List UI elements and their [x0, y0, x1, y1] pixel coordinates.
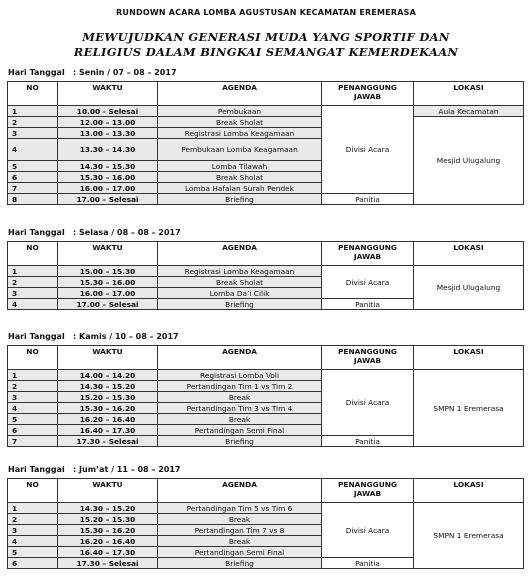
cell-lokasi: Mesjid Ulugalung	[414, 266, 524, 310]
cell-penanggung-jawab: Panitia	[322, 436, 414, 447]
cell-agenda: Pertandingan Semi Final	[158, 547, 322, 558]
cell-no: 3	[8, 525, 58, 536]
cell-waktu: 15.30 – 16.00	[58, 172, 158, 183]
cell-waktu: 14.00 – 14.20	[58, 370, 158, 381]
header-no: NO	[8, 242, 58, 266]
day-label-selasa: Hari Tanggal : Selasa / 08 – 08 – 2017	[8, 228, 181, 237]
cell-no: 6	[8, 558, 58, 569]
cell-no: 5	[8, 414, 58, 425]
cell-no: 6	[8, 425, 58, 436]
cell-no: 3	[8, 128, 58, 139]
cell-no: 3	[8, 288, 58, 299]
header-lokasi: LOKASI	[414, 346, 524, 370]
cell-agenda: Briefing	[158, 558, 322, 569]
document-subtitle-line2: RELIGIUS DALAM BINGKAI SEMANGAT KEMERDEKAAN	[73, 45, 459, 59]
cell-no: 6	[8, 172, 58, 183]
table-row	[8, 117, 524, 128]
schedule-table-senin	[7, 81, 524, 205]
cell-agenda: Break	[158, 536, 322, 547]
cell-penanggung-jawab: Panitia	[322, 194, 414, 205]
header-penanggung-jawab: PENANGGUNG JAWAB	[322, 346, 414, 370]
cell-no: 3	[8, 392, 58, 403]
cell-penanggung-jawab: Divisi Acara	[322, 266, 414, 299]
cell-agenda: Break	[158, 392, 322, 403]
cell-agenda: Registrasi Lomba Keagamaan	[158, 128, 322, 139]
cell-lokasi: Aula Kecamatan	[414, 106, 524, 117]
cell-waktu: 16.40 – 17.30	[58, 547, 158, 558]
cell-lokasi: Mesjid Ulugalung	[414, 117, 524, 205]
cell-no: 5	[8, 547, 58, 558]
cell-waktu: 14.30 – 15.30	[58, 161, 158, 172]
table-row	[8, 266, 524, 277]
cell-waktu: 16.00 – 17.00	[58, 183, 158, 194]
cell-no: 2	[8, 117, 58, 128]
cell-waktu: 13.30 – 14.30	[58, 139, 158, 161]
cell-waktu: 12.00 – 13.00	[58, 117, 158, 128]
cell-no: 2	[8, 381, 58, 392]
cell-no: 1	[8, 106, 58, 117]
header-lokasi: LOKASI	[414, 82, 524, 106]
cell-waktu: 17.00 – Selesai	[58, 194, 158, 205]
header-waktu: WAKTU	[58, 242, 158, 266]
cell-agenda: Break Sholat	[158, 277, 322, 288]
cell-agenda: Registrasi Lomba Voli	[158, 370, 322, 381]
header-waktu: WAKTU	[58, 346, 158, 370]
cell-penanggung-jawab: Divisi Acara	[322, 370, 414, 436]
header-lokasi: LOKASI	[414, 242, 524, 266]
cell-no: 4	[8, 403, 58, 414]
cell-no: 7	[8, 183, 58, 194]
table-header-row	[8, 242, 524, 266]
schedule-table-kamis	[7, 345, 524, 447]
cell-penanggung-jawab: Panitia	[322, 558, 414, 569]
header-no: NO	[8, 479, 58, 503]
cell-waktu: 14.30 – 15.20	[58, 381, 158, 392]
cell-waktu: 15.30 – 16.20	[58, 403, 158, 414]
cell-waktu: 16.20 – 16.40	[58, 536, 158, 547]
cell-agenda: Pertandingan Tim 7 vs 8	[158, 525, 322, 536]
cell-waktu: 17.00 – Selesai	[58, 299, 158, 310]
cell-waktu: 15.20 – 15.30	[58, 392, 158, 403]
cell-penanggung-jawab: Divisi Acara	[322, 503, 414, 558]
cell-agenda: Break	[158, 514, 322, 525]
table-header-row	[8, 82, 524, 106]
cell-no: 2	[8, 277, 58, 288]
header-no: NO	[8, 82, 58, 106]
cell-waktu: 15.30 – 16.20	[58, 525, 158, 536]
cell-penanggung-jawab: Divisi Acara	[322, 106, 414, 194]
table-header-row	[8, 346, 524, 370]
cell-no: 4	[8, 139, 58, 161]
cell-waktu: 17.30 – Selesai	[58, 436, 158, 447]
cell-agenda: Break Sholat	[158, 117, 322, 128]
cell-no: 1	[8, 503, 58, 514]
header-penanggung-jawab: PENANGGUNG JAWAB	[322, 479, 414, 503]
header-lokasi: LOKASI	[414, 479, 524, 503]
cell-waktu: 15.00 – 15.30	[58, 266, 158, 277]
header-penanggung-jawab: PENANGGUNG JAWAB	[322, 82, 414, 106]
cell-waktu: 15.20 – 15.30	[58, 514, 158, 525]
table-row	[8, 503, 524, 514]
day-label-senin: Hari Tanggal : Senin / 07 – 08 – 2017	[8, 68, 177, 77]
document-subtitle-line1: MEWUJUDKAN GENERASI MUDA YANG SPORTIF DAN	[82, 30, 450, 44]
cell-agenda: Pertandingan Tim 1 vs Tim 2	[158, 381, 322, 392]
cell-agenda: Briefing	[158, 194, 322, 205]
table-row	[8, 370, 524, 381]
cell-agenda: Pembukaan Lomba Keagamaan	[158, 139, 322, 161]
header-agenda: AGENDA	[158, 479, 322, 503]
cell-waktu: 16.00 – 17.00	[58, 288, 158, 299]
cell-lokasi: SMPN 1 Eremerasa	[414, 503, 524, 569]
cell-agenda: Lomba Da’i Cilik	[158, 288, 322, 299]
cell-no: 7	[8, 436, 58, 447]
cell-no: 1	[8, 370, 58, 381]
header-waktu: WAKTU	[58, 479, 158, 503]
cell-no: 8	[8, 194, 58, 205]
cell-agenda: Break Sholat	[158, 172, 322, 183]
cell-waktu: 17.30 – Selesai	[58, 558, 158, 569]
document-title: RUNDOWN ACARA LOMBA AGUSTUSAN KECAMATAN EREMERASA	[116, 8, 416, 17]
table-header-row	[8, 479, 524, 503]
cell-agenda: Registrasi Lomba Keagamaan	[158, 266, 322, 277]
table-row	[8, 106, 524, 117]
cell-waktu: 16.40 – 17.30	[58, 425, 158, 436]
cell-no: 1	[8, 266, 58, 277]
cell-agenda: Pembukaan	[158, 106, 322, 117]
cell-no: 4	[8, 536, 58, 547]
cell-agenda: Pertandingan Tim 3 vs Tim 4	[158, 403, 322, 414]
header-penanggung-jawab: PENANGGUNG JAWAB	[322, 242, 414, 266]
cell-no: 2	[8, 514, 58, 525]
schedule-table-selasa	[7, 241, 524, 310]
cell-no: 4	[8, 299, 58, 310]
cell-no: 5	[8, 161, 58, 172]
cell-agenda: Break	[158, 414, 322, 425]
cell-agenda: Pertandingan Semi Final	[158, 425, 322, 436]
cell-agenda: Lomba Tilawah	[158, 161, 322, 172]
cell-agenda: Pertandingan Tim 5 vs Tim 6	[158, 503, 322, 514]
cell-penanggung-jawab: Panitia	[322, 299, 414, 310]
header-agenda: AGENDA	[158, 346, 322, 370]
header-waktu: WAKTU	[58, 82, 158, 106]
schedule-table-jumat	[7, 478, 524, 569]
day-label-kamis: Hari Tanggal : Kamis / 10 – 08 – 2017	[8, 332, 179, 341]
day-label-jumat: Hari Tanggal : Jum’at / 11 – 08 – 2017	[8, 465, 181, 474]
cell-agenda: Briefing	[158, 299, 322, 310]
cell-waktu: 16.20 – 16.40	[58, 414, 158, 425]
header-agenda: AGENDA	[158, 242, 322, 266]
cell-agenda: Briefing	[158, 436, 322, 447]
cell-agenda: Lomba Hafalan Surah Pendek	[158, 183, 322, 194]
cell-lokasi: SMPN 1 Eremerasa	[414, 370, 524, 447]
cell-waktu: 14.30 – 15.20	[58, 503, 158, 514]
cell-waktu: 10.00 - Selesai	[58, 106, 158, 117]
cell-waktu: 13.00 – 13.30	[58, 128, 158, 139]
cell-waktu: 15.30 – 16.00	[58, 277, 158, 288]
header-no: NO	[8, 346, 58, 370]
header-agenda: AGENDA	[158, 82, 322, 106]
